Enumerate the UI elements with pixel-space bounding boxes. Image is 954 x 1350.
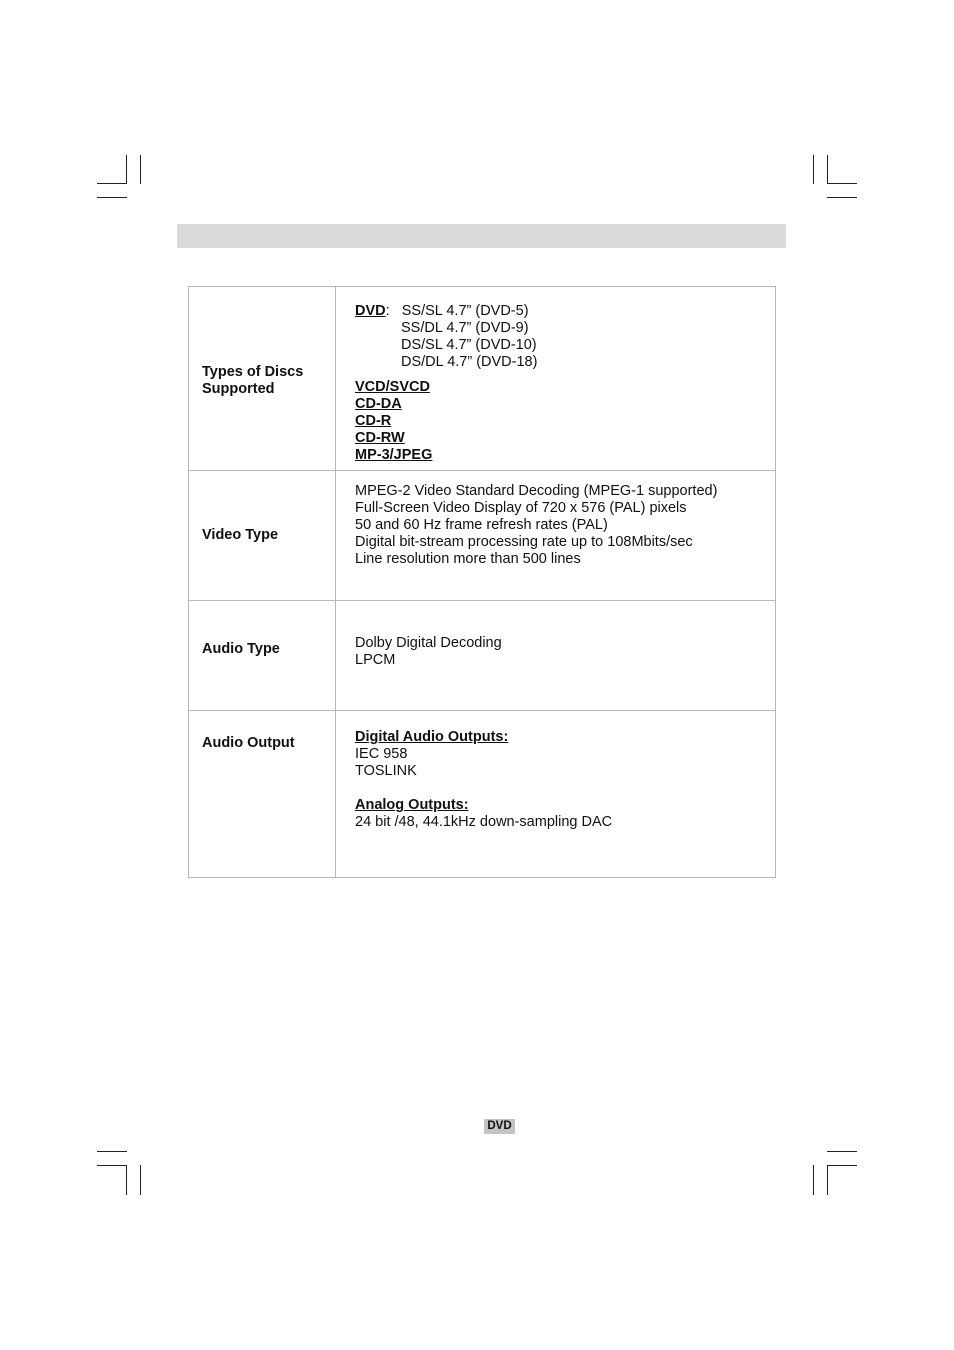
dvd-heading: DVD [355,303,386,319]
row-label: Types of Discs Supported [189,287,336,471]
analog-outputs-heading: Analog Outputs: [355,797,469,813]
crop-mark [126,1165,127,1195]
row-label: Audio Type [189,601,336,711]
footer-dvd-badge: DVD [484,1119,515,1134]
crop-mark [97,183,127,184]
crop-mark [126,155,127,184]
dvd-line: DVD: SS/SL 4.7” (DVD-5) [355,303,529,319]
crop-mark [97,1165,127,1166]
crop-mark [827,1151,857,1152]
crop-mark [827,155,828,184]
crop-mark [827,197,857,198]
crop-mark [97,1151,127,1152]
table-row [189,711,776,878]
table-row [189,287,776,471]
crop-mark [827,1165,828,1195]
crop-mark [813,155,814,184]
crop-mark [140,155,141,184]
format-item: VCD/SVCD [355,379,430,395]
format-item: CD-RW [355,430,405,446]
row-value: Digital Audio Outputs: IEC 958 TOSLINK Analog Outputs: 24 bit /48, 44.1kHz down-sampling DAC [336,711,776,878]
format-item: CD-DA [355,396,402,412]
spec-table [188,286,776,878]
table-row [189,601,776,711]
crop-mark [97,197,127,198]
row-value: DVD: SS/SL 4.7” (DVD-5) SS/DL 4.7” (DVD-9) DS/SL 4.7” (DVD-10) DS/DL 4.7” (DVD-18) VCD/SVCD CD-DA CD-R CD-RW MP-3/JPEG [336,287,776,471]
section-header-bar [177,224,786,248]
format-item: CD-R [355,413,392,429]
digital-outputs-heading: Digital Audio Outputs: [355,729,509,745]
crop-mark [140,1165,141,1195]
crop-mark [827,1165,857,1166]
crop-mark [813,1165,814,1195]
row-value: Dolby Digital Decoding LPCM [336,601,776,711]
crop-mark [827,183,857,184]
table-row [189,471,776,601]
format-item: MP-3/JPEG [355,447,433,463]
row-label: Audio Output [189,711,336,878]
row-value: MPEG-2 Video Standard Decoding (MPEG-1 supported) Full-Screen Video Display of 720 x 576 (PAL) pixels 50 and 60 Hz frame refresh rates (PAL) Digital bit-stream processing rate up to 108Mbits/sec Line resolution more than 500 lines [336,471,776,601]
row-label: Video Type [189,471,336,601]
